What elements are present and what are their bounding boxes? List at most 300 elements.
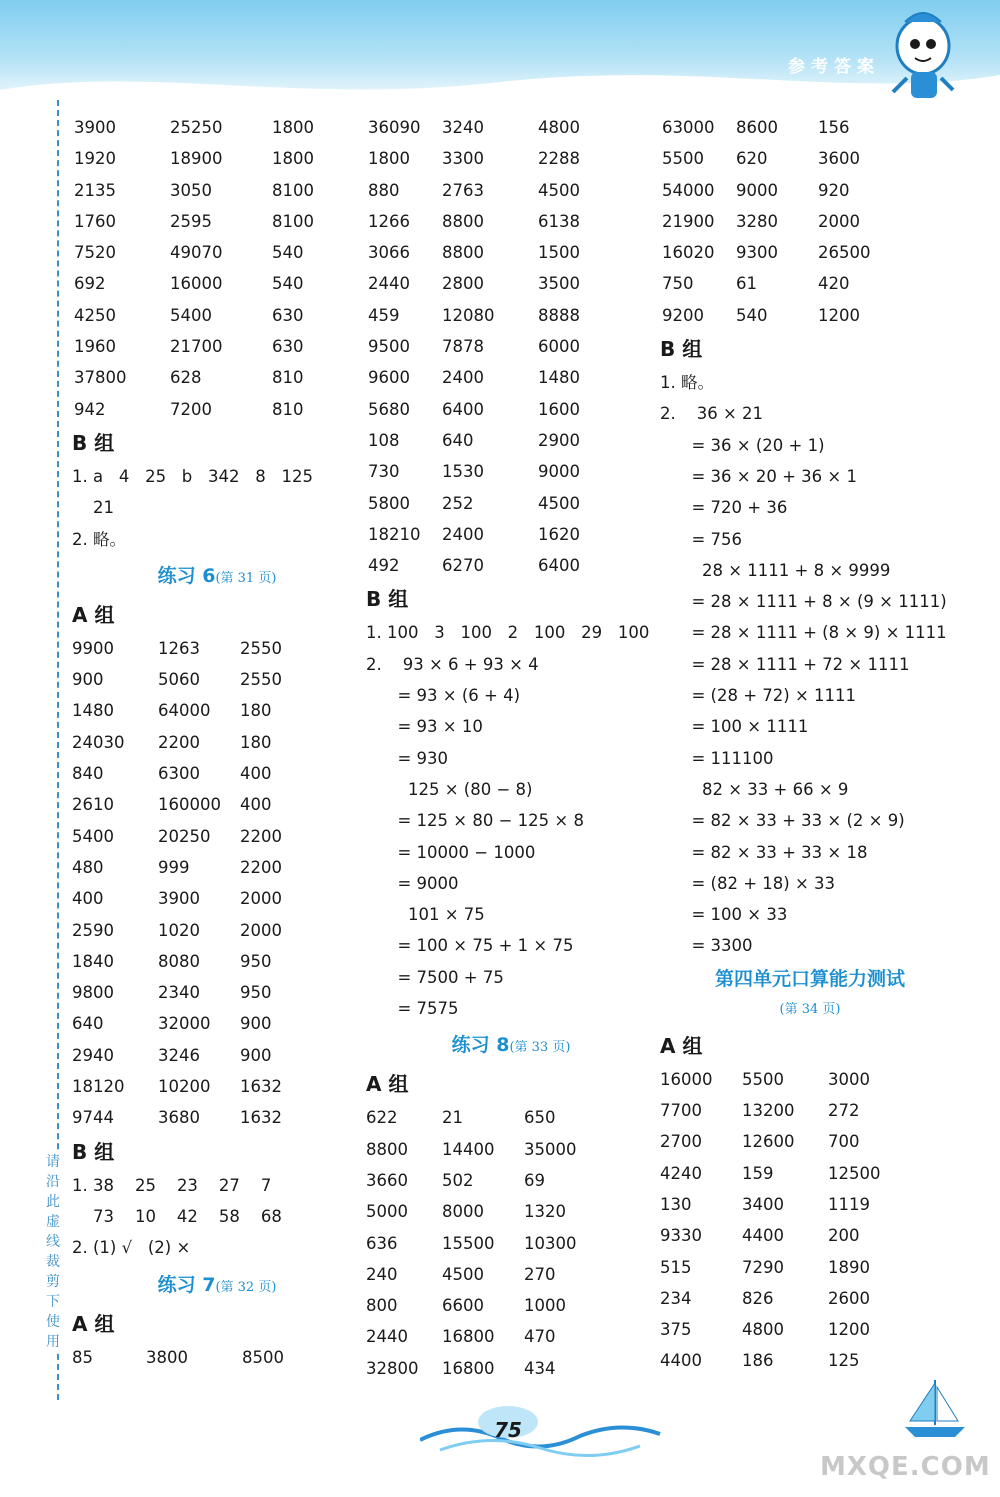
answer-value: 1266 xyxy=(368,211,410,231)
answer-value: 3900 xyxy=(74,118,116,137)
answer-line: = 28 × 1111 + 72 × 1111 xyxy=(660,654,910,674)
answer-value: 21 xyxy=(442,1108,463,1128)
answer-value: 3500 xyxy=(538,274,580,294)
answer-line: = 930 xyxy=(366,748,449,768)
number-row xyxy=(660,175,960,206)
number-row xyxy=(660,1283,960,1314)
answer-line: = 36 × 20 + 36 × 1 xyxy=(660,466,857,486)
answer-value: 515 xyxy=(660,1257,692,1277)
answer-value: 270 xyxy=(524,1264,556,1284)
number-row xyxy=(660,1189,960,1220)
number-row xyxy=(72,633,362,664)
answer-value: 2940 xyxy=(72,1045,114,1065)
answer-line: 2. 36 × 21 xyxy=(660,404,764,424)
answer-value: 159 xyxy=(742,1163,774,1183)
number-row xyxy=(366,1102,656,1133)
answer-value: 692 xyxy=(74,274,106,294)
answer-value: 810 xyxy=(272,399,304,419)
group-label: B 组 xyxy=(72,1139,115,1164)
answer-value: 10300 xyxy=(524,1233,577,1253)
header-label: 参考答案 xyxy=(788,57,880,77)
number-grid xyxy=(366,112,656,581)
answer-value: 4500 xyxy=(442,1264,484,1284)
answer-value: 9900 xyxy=(72,638,114,658)
answer-line: 1. a 4 25 b 342 8 125 xyxy=(72,466,313,486)
answer-value: 9500 xyxy=(368,337,410,357)
number-row xyxy=(660,300,960,331)
answer-value: 810 xyxy=(272,368,304,388)
answer-line: = 82 × 33 + 33 × (2 × 9) xyxy=(660,811,905,831)
answer-line: 101 × 75 xyxy=(366,905,485,925)
number-row xyxy=(660,268,960,299)
answer-value: 130 xyxy=(660,1194,692,1214)
answer-value: 240 xyxy=(366,1264,398,1284)
answer-value: 400 xyxy=(72,889,104,909)
number-row xyxy=(72,1102,362,1133)
answer-line: 21 xyxy=(72,498,114,518)
answer-value: 4800 xyxy=(538,118,580,137)
answer-value: 3280 xyxy=(736,211,778,231)
number-row xyxy=(72,1071,362,1102)
answer-value: 4400 xyxy=(742,1226,784,1246)
answer-value: 2700 xyxy=(660,1132,702,1152)
answer-value: 2550 xyxy=(240,638,282,658)
answer-value: 1800 xyxy=(272,118,314,137)
number-row xyxy=(72,1342,362,1373)
answer-value: 9744 xyxy=(72,1108,114,1128)
answer-value: 1840 xyxy=(72,951,114,971)
answer-value: 2200 xyxy=(158,732,200,752)
answer-value: 492 xyxy=(368,556,400,576)
answer-value: 3246 xyxy=(158,1045,200,1065)
answer-value: 434 xyxy=(524,1358,556,1378)
answer-value: 16000 xyxy=(170,274,223,294)
number-row xyxy=(72,175,362,206)
answer-value: 69 xyxy=(524,1170,545,1190)
answer-value: 36090 xyxy=(368,118,421,137)
number-row xyxy=(366,1290,656,1321)
answer-value: 7520 xyxy=(74,243,116,263)
answer-value: 9000 xyxy=(736,180,778,200)
answer-lines xyxy=(366,617,656,1024)
answer-line: = 7575 xyxy=(366,999,459,1019)
answer-value: 2595 xyxy=(170,211,212,231)
answer-value: 6600 xyxy=(442,1296,484,1316)
answer-value: 160000 xyxy=(158,795,221,815)
answer-value: 400 xyxy=(240,764,272,784)
answer-value: 880 xyxy=(368,180,400,200)
answer-value: 1020 xyxy=(158,920,200,940)
answer-value: 85 xyxy=(72,1347,93,1367)
answer-value: 400 xyxy=(240,795,272,815)
sailboat-icon xyxy=(900,1375,970,1445)
answer-value: 1890 xyxy=(828,1257,870,1277)
number-row xyxy=(366,175,656,206)
answer-value: 1263 xyxy=(158,638,200,658)
answer-value: 10200 xyxy=(158,1077,211,1097)
column-1 xyxy=(72,112,362,1373)
number-row xyxy=(366,331,656,362)
answer-value: 3680 xyxy=(158,1108,200,1128)
answer-value: 5500 xyxy=(742,1069,784,1089)
answer-line: = 10000 − 1000 xyxy=(366,842,536,862)
number-row xyxy=(72,977,362,1008)
answer-value: 1620 xyxy=(538,524,580,544)
answer-value: 950 xyxy=(240,951,272,971)
answer-value: 4240 xyxy=(660,1163,702,1183)
answer-value: 5400 xyxy=(72,826,114,846)
column-2 xyxy=(366,112,656,1384)
answer-value: 186 xyxy=(742,1351,774,1371)
answer-line: = 7500 + 75 xyxy=(366,967,504,987)
answer-line: 2. 93 × 6 + 93 × 4 xyxy=(366,654,539,674)
group-label: A 组 xyxy=(72,602,115,627)
answer-value: 620 xyxy=(736,149,768,169)
answer-value: 800 xyxy=(366,1296,398,1316)
answer-value: 180 xyxy=(240,732,272,752)
section-title: 练习 6(第 31 页) xyxy=(157,564,277,587)
answer-value: 826 xyxy=(742,1288,774,1308)
answer-value: 8000 xyxy=(442,1202,484,1222)
answer-value: 2440 xyxy=(366,1327,408,1347)
answer-value: 8800 xyxy=(366,1139,408,1159)
number-row xyxy=(72,206,362,237)
answer-value: 25250 xyxy=(170,118,223,137)
answer-value: 8800 xyxy=(442,211,484,231)
number-row xyxy=(72,821,362,852)
answer-value: 3900 xyxy=(158,889,200,909)
answer-value: 234 xyxy=(660,1288,692,1308)
answer-line: 82 × 33 + 66 × 9 xyxy=(660,779,849,799)
answer-value: 9300 xyxy=(736,243,778,263)
answer-value: 1480 xyxy=(72,701,114,721)
answer-value: 375 xyxy=(660,1320,692,1340)
number-row xyxy=(366,206,656,237)
answer-value: 26500 xyxy=(818,243,871,263)
answer-line: = 100 × 1111 xyxy=(660,717,809,737)
number-row xyxy=(366,394,656,425)
answer-value: 2400 xyxy=(442,524,484,544)
answer-value: 180 xyxy=(240,701,272,721)
answer-value: 1960 xyxy=(74,337,116,357)
answer-value: 4800 xyxy=(742,1320,784,1340)
answer-value: 942 xyxy=(74,399,106,419)
answer-value: 3300 xyxy=(442,149,484,169)
number-row xyxy=(366,1228,656,1259)
number-row xyxy=(660,1158,960,1189)
answer-value: 628 xyxy=(170,368,202,388)
number-row xyxy=(366,362,656,393)
answer-value: 480 xyxy=(72,857,104,877)
answer-value: 1320 xyxy=(524,1202,566,1222)
answer-value: 540 xyxy=(736,305,768,325)
number-row xyxy=(366,268,656,299)
number-row xyxy=(366,112,656,143)
number-row xyxy=(366,1321,656,1352)
answer-line: = 111100 xyxy=(660,748,774,768)
answer-value: 2000 xyxy=(818,211,860,231)
answer-value: 730 xyxy=(368,462,400,482)
answer-line: 1. 38 25 23 27 7 xyxy=(72,1175,272,1195)
section-title: 第四单元口算能力测试 xyxy=(714,967,905,990)
answer-value: 2550 xyxy=(240,670,282,690)
answer-value: 459 xyxy=(368,305,400,325)
answer-value: 18900 xyxy=(170,149,223,169)
answer-value: 8888 xyxy=(538,305,580,325)
answer-value: 9600 xyxy=(368,368,410,388)
answer-value: 3800 xyxy=(146,1347,188,1367)
answer-value: 1800 xyxy=(368,149,410,169)
answer-value: 4250 xyxy=(74,305,116,325)
answer-value: 900 xyxy=(240,1045,272,1065)
answer-line: = 100 × 75 + 1 × 75 xyxy=(366,936,574,956)
answer-value: 2763 xyxy=(442,180,484,200)
number-row xyxy=(660,1314,960,1345)
answer-value: 502 xyxy=(442,1170,474,1190)
answer-value: 13200 xyxy=(742,1101,795,1121)
answer-value: 3240 xyxy=(442,118,484,137)
number-row xyxy=(72,758,362,789)
number-row xyxy=(660,1345,960,1376)
answer-value: 16800 xyxy=(442,1327,495,1347)
answer-line: 2. 略。 xyxy=(72,529,126,549)
number-row xyxy=(72,300,362,331)
answer-value: 4500 xyxy=(538,180,580,200)
answer-value: 54000 xyxy=(662,180,715,200)
answer-value: 2610 xyxy=(72,795,114,815)
answer-value: 8600 xyxy=(736,118,778,137)
footer-wave-decoration xyxy=(420,1400,680,1460)
answer-value: 8080 xyxy=(158,951,200,971)
answer-value: 1200 xyxy=(828,1320,870,1340)
group-label: A 组 xyxy=(366,1072,409,1097)
answer-value: 1600 xyxy=(538,399,580,419)
number-grid xyxy=(72,633,362,1134)
answer-value: 12080 xyxy=(442,305,495,325)
answer-line: = (82 + 18) × 33 xyxy=(660,873,836,893)
answer-line: = 36 × (20 + 1) xyxy=(660,435,825,455)
answer-value: 540 xyxy=(272,274,304,294)
number-row xyxy=(72,112,362,143)
group-label: A 组 xyxy=(660,1033,703,1058)
number-row xyxy=(72,664,362,695)
number-grid xyxy=(72,1342,362,1373)
answer-value: 6138 xyxy=(538,211,580,231)
answer-value: 16800 xyxy=(442,1358,495,1378)
group-label: B 组 xyxy=(366,587,409,612)
watermark: MXQE.COM xyxy=(820,1452,991,1482)
answer-value: 6400 xyxy=(538,556,580,576)
answer-line: = 82 × 33 + 33 × 18 xyxy=(660,842,868,862)
section-title: 练习 8(第 33 页) xyxy=(451,1034,571,1057)
answer-value: 2000 xyxy=(240,889,282,909)
answer-value: 21900 xyxy=(662,211,715,231)
answer-value: 1800 xyxy=(272,149,314,169)
answer-value: 840 xyxy=(72,764,104,784)
answer-value: 999 xyxy=(158,857,190,877)
number-row xyxy=(72,915,362,946)
answer-value: 49070 xyxy=(170,243,223,263)
answer-value: 63000 xyxy=(662,118,715,137)
answer-value: 24030 xyxy=(72,732,125,752)
answer-value: 636 xyxy=(366,1233,398,1253)
answer-line: = 125 × 80 − 125 × 8 xyxy=(366,811,584,831)
answer-line: = 720 + 36 xyxy=(660,498,788,518)
answer-value: 37800 xyxy=(74,368,127,388)
answer-value: 7700 xyxy=(660,1101,702,1121)
answer-value: 900 xyxy=(72,670,104,690)
number-row xyxy=(366,456,656,487)
answer-value: 1000 xyxy=(524,1296,566,1316)
number-row xyxy=(660,1126,960,1157)
number-row xyxy=(660,237,960,268)
answer-value: 8800 xyxy=(442,243,484,263)
answer-value: 32800 xyxy=(366,1358,419,1378)
number-row xyxy=(660,112,960,143)
answer-value: 7200 xyxy=(170,399,212,419)
answer-value: 61 xyxy=(736,274,757,294)
answer-value: 16000 xyxy=(660,1069,713,1089)
answer-value: 700 xyxy=(828,1132,860,1152)
column-3 xyxy=(660,112,960,1377)
answer-value: 540 xyxy=(272,243,304,263)
answer-value: 2400 xyxy=(442,368,484,388)
number-row xyxy=(366,488,656,519)
answer-value: 12600 xyxy=(742,1132,795,1152)
answer-lines xyxy=(72,1170,362,1264)
number-row xyxy=(72,883,362,914)
answer-value: 2135 xyxy=(74,180,116,200)
answer-value: 1760 xyxy=(74,211,116,231)
answer-value: 650 xyxy=(524,1108,556,1128)
answer-value: 3000 xyxy=(828,1069,870,1089)
answer-value: 1530 xyxy=(442,462,484,482)
answer-value: 125 xyxy=(828,1351,860,1371)
number-row xyxy=(660,1064,960,1095)
number-row xyxy=(72,1008,362,1039)
answer-value: 9800 xyxy=(72,983,114,1003)
number-row xyxy=(366,1196,656,1227)
number-row xyxy=(366,425,656,456)
answer-value: 8500 xyxy=(242,1347,284,1367)
answer-value: 470 xyxy=(524,1327,556,1347)
answer-value: 2340 xyxy=(158,983,200,1003)
answer-value: 5000 xyxy=(366,1202,408,1222)
number-row xyxy=(366,519,656,550)
answer-value: 2800 xyxy=(442,274,484,294)
number-row xyxy=(72,789,362,820)
answer-line: = 93 × 10 xyxy=(366,717,483,737)
group-label: B 组 xyxy=(660,337,703,362)
answer-value: 5800 xyxy=(368,493,410,513)
answer-value: 622 xyxy=(366,1108,398,1128)
answer-line: = (28 + 72) × 1111 xyxy=(660,686,857,706)
answer-line: = 100 × 33 xyxy=(660,905,788,925)
answer-value: 6270 xyxy=(442,556,484,576)
number-row xyxy=(366,237,656,268)
answer-value: 750 xyxy=(662,274,694,294)
page-number: 75 xyxy=(494,1418,522,1442)
answer-value: 2200 xyxy=(240,826,282,846)
answer-value: 2590 xyxy=(72,920,114,940)
answer-value: 2900 xyxy=(538,430,580,450)
number-grid xyxy=(660,112,960,331)
number-grid xyxy=(366,1102,656,1384)
answer-value: 2000 xyxy=(240,920,282,940)
answer-line: 28 × 1111 + 8 × 9999 xyxy=(660,560,891,580)
number-row xyxy=(72,852,362,883)
number-row xyxy=(72,695,362,726)
answer-value: 2600 xyxy=(828,1288,870,1308)
answer-value: 900 xyxy=(240,1014,272,1034)
answer-value: 5400 xyxy=(170,305,212,325)
answer-value: 20250 xyxy=(158,826,211,846)
number-row xyxy=(660,206,960,237)
answer-line: 1. 100 3 100 2 100 29 100 xyxy=(366,623,650,643)
answer-line: = 9000 xyxy=(366,873,459,893)
number-row xyxy=(366,550,656,581)
answer-value: 252 xyxy=(442,493,474,513)
answer-value: 630 xyxy=(272,305,304,325)
number-row xyxy=(660,143,960,174)
answer-lines xyxy=(72,461,362,555)
answer-value: 64000 xyxy=(158,701,211,721)
number-row xyxy=(72,143,362,174)
answer-value: 2440 xyxy=(368,274,410,294)
answer-line: = 3300 xyxy=(660,936,753,956)
number-row xyxy=(72,237,362,268)
number-row xyxy=(72,727,362,758)
section-title: 练习 7(第 32 页) xyxy=(157,1273,277,1296)
answer-value: 950 xyxy=(240,983,272,1003)
answer-value: 630 xyxy=(272,337,304,357)
answer-value: 16020 xyxy=(662,243,715,263)
answer-value: 8100 xyxy=(272,180,314,200)
answer-lines xyxy=(660,367,960,962)
number-row xyxy=(366,143,656,174)
number-row xyxy=(366,1165,656,1196)
answer-value: 5680 xyxy=(368,399,410,419)
number-row xyxy=(72,1040,362,1071)
group-label: B 组 xyxy=(72,430,115,455)
answer-value: 920 xyxy=(818,180,850,200)
answer-line: = 756 xyxy=(660,529,743,549)
answer-line: 1. 略。 xyxy=(660,373,714,393)
answer-value: 200 xyxy=(828,1226,860,1246)
answer-value: 1480 xyxy=(538,368,580,388)
number-row xyxy=(366,1134,656,1165)
answer-value: 9000 xyxy=(538,462,580,482)
answer-value: 108 xyxy=(368,430,400,450)
number-row xyxy=(366,300,656,331)
number-row xyxy=(72,946,362,977)
answer-value: 9330 xyxy=(660,1226,702,1246)
section-page-ref: (第 34 页) xyxy=(779,1001,841,1017)
answer-value: 18120 xyxy=(72,1077,125,1097)
answer-value: 21700 xyxy=(170,337,223,357)
answer-value: 35000 xyxy=(524,1139,577,1159)
group-label: A 组 xyxy=(72,1311,115,1336)
number-row xyxy=(72,268,362,299)
number-row xyxy=(366,1353,656,1384)
answer-value: 156 xyxy=(818,118,850,137)
answer-value: 12500 xyxy=(828,1163,881,1183)
answer-value: 420 xyxy=(818,274,850,294)
number-row xyxy=(72,394,362,425)
answer-line: = 93 × (6 + 4) xyxy=(366,686,521,706)
answer-value: 640 xyxy=(72,1014,104,1034)
answer-value: 8100 xyxy=(272,211,314,231)
